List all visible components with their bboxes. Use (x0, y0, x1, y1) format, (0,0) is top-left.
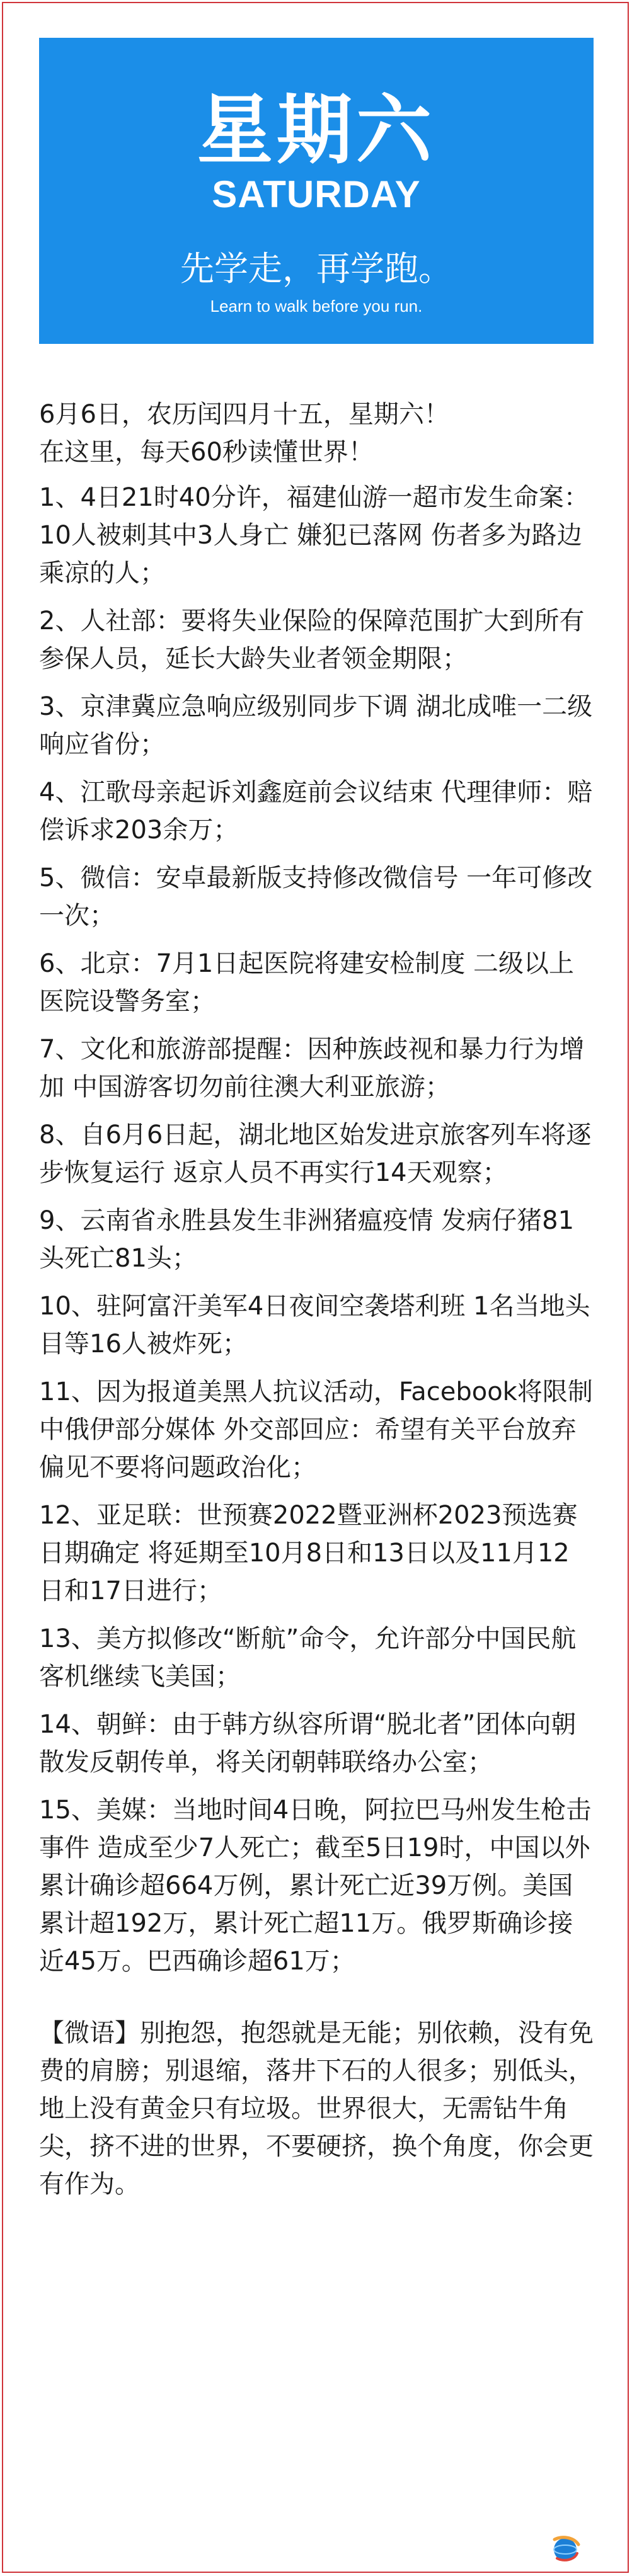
news-item-8: 8、自6月6日起，湖北地区始发进京旅客列车将逐步恢复运行 返京人员不再实行14天观察； (39, 1120, 592, 1187)
news-item-6: 6、北京：7月1日起医院将建安检制度 二级以上医院设警务室； (39, 949, 575, 1016)
banner-subtitle: SATURDAY (212, 173, 421, 215)
news-item-1: 1、4日21时40分许，福建仙游一超市发生命案：10人被刺其中3人身亡 嫌犯已落网 伤者多为路边乘凉的人； (39, 483, 589, 588)
news-item-2: 2、人社部：要将失业保险的保障范围扩大到所有参保人员，延长大龄失业者领金期限； (39, 607, 585, 673)
news-item-7: 7、文化和旅游部提醒：因种族歧视和暴力行为增加 中国游客切勿前往澳大利亚旅游； (39, 1035, 585, 1102)
banner-slogan: 先学走，再学跑。 (180, 249, 452, 288)
news-item-13: 13、美方拟修改“断航”命令，允许部分中国民航客机继续飞美国； (39, 1624, 577, 1691)
news-item-5: 5、微信：安卓最新版支持修改微信号 一年可修改一次； (39, 863, 593, 930)
news-item-14: 14、朝鲜：由于韩方纵容所谓“脱北者”团体向朝散发反朝传单，将关闭朝韩联络办公室； (39, 1710, 577, 1777)
news-item-3: 3、京津冀应急响应级别同步下调 湖北成唯一二级响应省份； (39, 692, 593, 759)
intro-line-date: 6月6日，农历闰四月十五，星期六！ (39, 400, 449, 429)
banner-title: 星期六 (197, 87, 435, 174)
banner-slogan-english: Learn to walk before you run. (210, 297, 423, 316)
intro-line-tagline: 在这里，每天60秒读懂世界！ (39, 438, 374, 467)
globe-logo-icon (548, 2531, 582, 2565)
header-banner (39, 38, 594, 344)
news-item-10: 10、驻阿富汗美军4日夜间空袭塔利班 1名当地头目等16人被炸死； (39, 1292, 590, 1359)
news-item-9: 9、云南省永胜县发生非洲猪瘟疫情 发病仔猪81头死亡81头； (39, 1206, 575, 1273)
closing-quote: 【微语】别抱怨，抱怨就是无能；别依赖，没有免费的肩膀；别退缩，落井下石的人很多；别低头，地上没有黄金只有垃圾。世界很大，无需钻牛角尖，挤不进的世界，不要硬挤，换个角度，你会更有作为。 (39, 2019, 594, 2199)
news-item-12: 12、亚足联：世预赛2022暨亚洲杯2023预选赛日期确定 将延期至10月8日和13日以及11月12日和17日进行； (39, 1501, 578, 1605)
news-item-11: 11、因为报道美黑人抗议活动，Facebook将限制中俄伊部分媒体 外交部回应：希望有关平台放弃偏见不要将问题政治化； (39, 1377, 593, 1482)
article-body (39, 396, 594, 2203)
news-item-15: 15、美媒：当地时间4日晚，阿拉巴马州发生枪击事件 造成至少7人死亡；截至5日19时，中国以外累计确诊超664万例，累计死亡近39万例。美国累计超192万，累计死亡超11万。俄罗斯确诊接近45万。巴西确诊超61万； (39, 1796, 592, 1976)
news-item-4: 4、江歌母亲起诉刘鑫庭前会议结束 代理律师：赔偿诉求203余万； (39, 778, 593, 845)
